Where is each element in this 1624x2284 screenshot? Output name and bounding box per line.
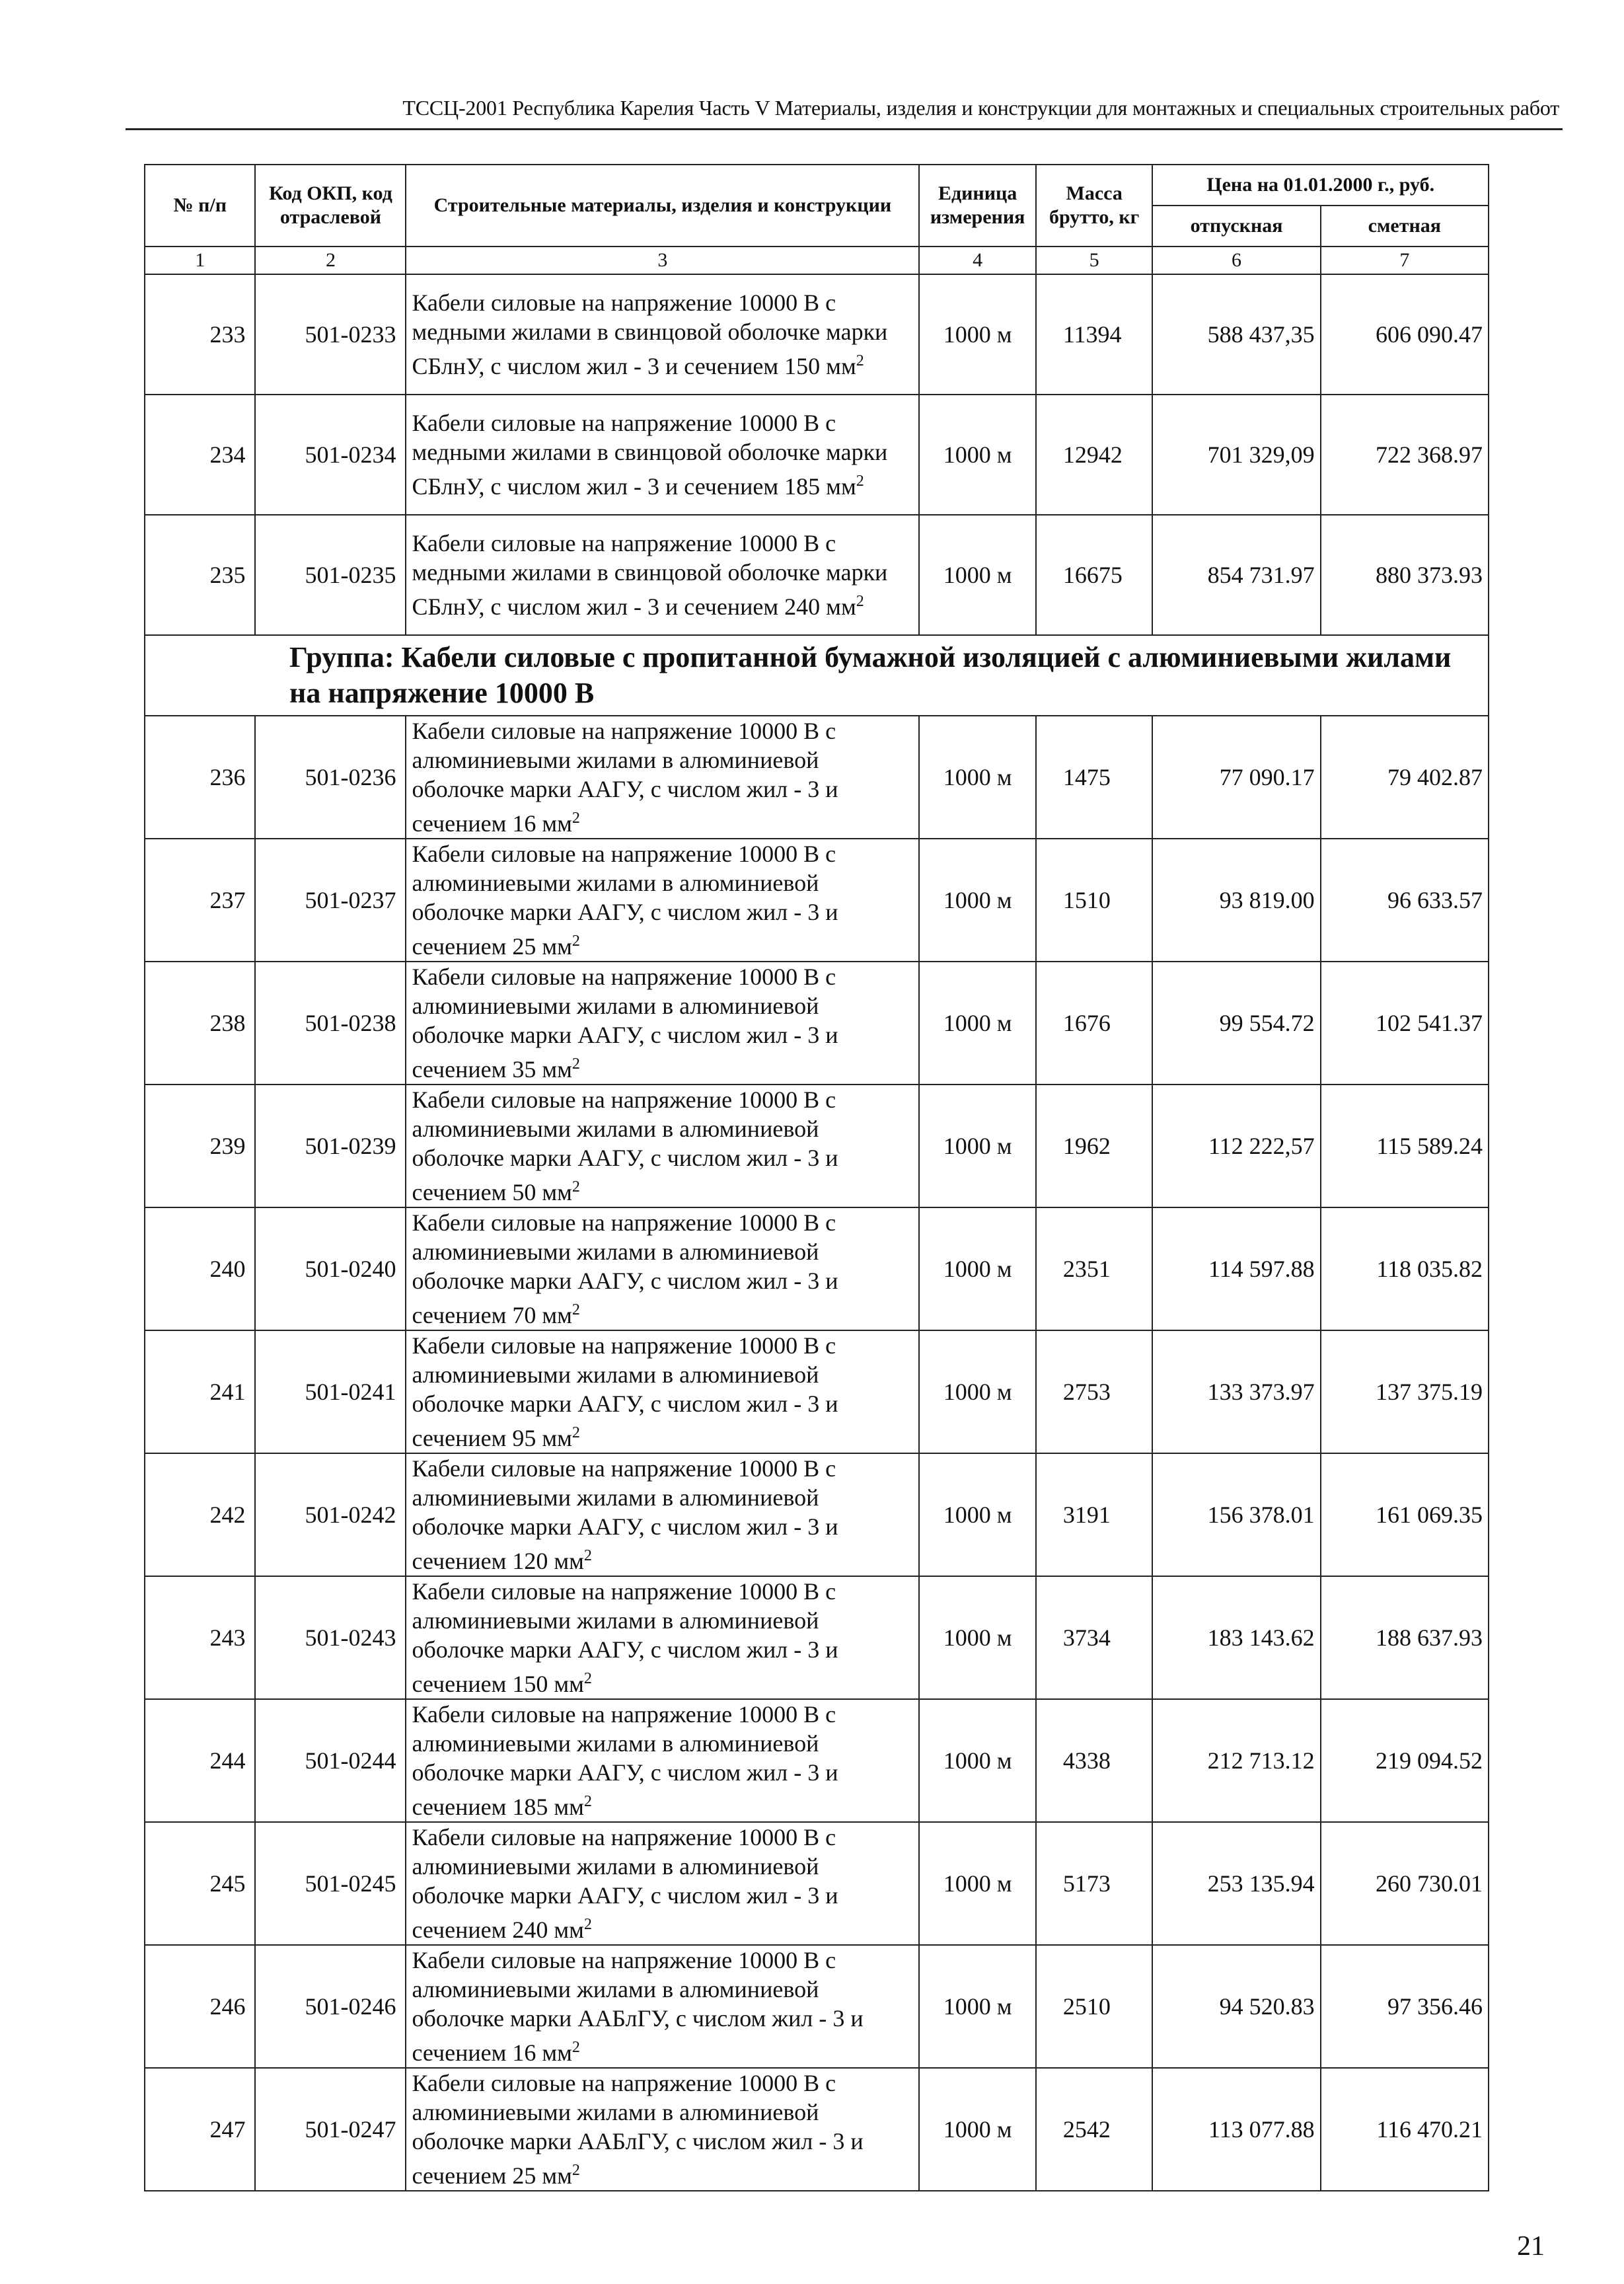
row-price-release: 77 090.17 (1152, 716, 1320, 839)
row-mass: 3734 (1036, 1576, 1153, 1699)
column-number: 5 (1036, 247, 1153, 274)
row-code: 501-0239 (255, 1085, 406, 1207)
row-price-release: 113 077.88 (1152, 2068, 1320, 2191)
row-description (406, 716, 919, 839)
row-unit: 1000 м (919, 395, 1036, 515)
row-price-release: 854 731.97 (1152, 515, 1320, 635)
row-description (406, 395, 919, 515)
row-price-estimate: 137 375.19 (1321, 1330, 1489, 1453)
unit-superscript: 2 (583, 1916, 592, 1933)
unit-superscript: 2 (572, 2039, 580, 2056)
row-price-release: 253 135.94 (1152, 1822, 1320, 1945)
row-mass: 1676 (1036, 962, 1153, 1085)
row-description (406, 1085, 919, 1207)
row-number: 245 (145, 1822, 255, 1945)
row-mass: 1510 (1036, 839, 1153, 962)
row-description-text: Кабели силовые на напряжение 10000 В с алюминиевыми жилами в алюминиевой оболочке марки ААГУ, с числом жил - 3 и сечением 150 мм (412, 1578, 838, 1697)
table-row (145, 1207, 1489, 1330)
row-number: 244 (145, 1699, 255, 1822)
row-code: 501-0247 (255, 2068, 406, 2191)
column-number: 3 (406, 247, 919, 274)
row-price-estimate: 188 637.93 (1321, 1576, 1489, 1699)
row-description-text: Кабели силовые на напряжение 10000 В с алюминиевыми жилами в алюминиевой оболочке марки ААБлГУ, с числом жил - 3 и сечением 16 мм (412, 1947, 864, 2066)
row-code: 501-0244 (255, 1699, 406, 1822)
row-description-text: Кабели силовые на напряжение 10000 В с алюминиевыми жилами в алюминиевой оболочке марки ААГУ, с числом жил - 3 и сечением 35 мм (412, 964, 838, 1083)
row-description-text: Кабели силовые на напряжение 10000 В с медными жилами в свинцовой оболочке марки СБлнУ, с числом жил - 3 и сечением 185 мм (412, 410, 888, 500)
row-number: 241 (145, 1330, 255, 1453)
row-description-text: Кабели силовые на напряжение 10000 В с алюминиевыми жилами в алюминиевой оболочке марки ААГУ, с числом жил - 3 и сечением 70 мм (412, 1209, 838, 1328)
row-number: 234 (145, 395, 255, 515)
row-price-estimate: 115 589.24 (1321, 1085, 1489, 1207)
row-code: 501-0241 (255, 1330, 406, 1453)
row-number: 238 (145, 962, 255, 1085)
unit-superscript: 2 (572, 933, 580, 950)
row-description (406, 839, 919, 962)
row-number: 235 (145, 515, 255, 635)
row-unit: 1000 м (919, 1822, 1036, 1945)
table-row (145, 716, 1489, 839)
table-row (145, 962, 1489, 1085)
row-mass: 2542 (1036, 2068, 1153, 2191)
page-header: ТССЦ-2001 Республика Карелия Часть V Материалы, изделия и конструкции для монтажных и специальных строительных работ (402, 96, 1559, 120)
column-number: 2 (255, 247, 406, 274)
table-row (145, 274, 1489, 395)
row-description-text: Кабели силовые на напряжение 10000 В с алюминиевыми жилами в алюминиевой оболочке марки ААГУ, с числом жил - 3 и сечением 50 мм (412, 1086, 838, 1205)
column-header-price-group: Цена на 01.01.2000 г., руб. (1152, 165, 1489, 206)
row-description-text: Кабели силовые на напряжение 10000 В с алюминиевыми жилами в алюминиевой оболочке марки ААГУ, с числом жил - 3 и сечением 240 мм (412, 1824, 838, 1943)
column-header-unit: Единица измерения (919, 165, 1036, 247)
table-row (145, 1945, 1489, 2068)
column-header-price-estimate: сметная (1321, 206, 1489, 247)
unit-superscript: 2 (572, 2162, 580, 2179)
row-price-release: 114 597.88 (1152, 1207, 1320, 1330)
row-price-estimate: 97 356.46 (1321, 1945, 1489, 2068)
row-unit: 1000 м (919, 1576, 1036, 1699)
column-header-num: № п/п (145, 165, 255, 247)
row-description-text: Кабели силовые на напряжение 10000 В с медными жилами в свинцовой оболочке марки СБлнУ, с числом жил - 3 и сечением 150 мм (412, 289, 888, 379)
row-price-estimate: 116 470.21 (1321, 2068, 1489, 2191)
table-row (145, 395, 1489, 515)
row-unit: 1000 м (919, 1699, 1036, 1822)
row-unit: 1000 м (919, 839, 1036, 962)
row-code: 501-0243 (255, 1576, 406, 1699)
row-number: 233 (145, 274, 255, 395)
row-mass: 4338 (1036, 1699, 1153, 1822)
row-unit: 1000 м (919, 1085, 1036, 1207)
unit-superscript: 2 (583, 1670, 592, 1687)
row-price-release: 112 222,57 (1152, 1085, 1320, 1207)
table-row (145, 1085, 1489, 1207)
row-price-estimate: 79 402.87 (1321, 716, 1489, 839)
row-number: 246 (145, 1945, 255, 2068)
column-header-code: Код ОКП, код отраслевой (255, 165, 406, 247)
row-unit: 1000 м (919, 2068, 1036, 2191)
row-mass: 1962 (1036, 1085, 1153, 1207)
page-number: 21 (1517, 2231, 1545, 2262)
table-row (145, 2068, 1489, 2191)
row-description-text: Кабели силовые на напряжение 10000 В с медными жилами в свинцовой оболочке марки СБлнУ, с числом жил - 3 и сечением 240 мм (412, 530, 888, 620)
row-description (406, 1822, 919, 1945)
row-mass: 2753 (1036, 1330, 1153, 1453)
table-row (145, 1822, 1489, 1945)
table-row (145, 515, 1489, 635)
row-description (406, 515, 919, 635)
row-code: 501-0233 (255, 274, 406, 395)
row-price-release: 588 437,35 (1152, 274, 1320, 395)
row-price-release: 93 819.00 (1152, 839, 1320, 962)
row-unit: 1000 м (919, 1330, 1036, 1453)
header-rule (126, 128, 1563, 130)
column-number: 6 (1152, 247, 1320, 274)
row-unit: 1000 м (919, 515, 1036, 635)
unit-superscript: 2 (572, 1424, 580, 1441)
unit-superscript: 2 (572, 1301, 580, 1318)
price-table (144, 164, 1489, 2191)
column-header-name: Строительные материалы, изделия и конструкции (406, 165, 919, 247)
row-price-estimate: 722 368.97 (1321, 395, 1489, 515)
row-description-text: Кабели силовые на напряжение 10000 В с алюминиевыми жилами в алюминиевой оболочке марки ААБлГУ, с числом жил - 3 и сечением 25 мм (412, 2070, 864, 2189)
row-price-release: 156 378.01 (1152, 1453, 1320, 1576)
unit-superscript: 2 (583, 1793, 592, 1810)
row-unit: 1000 м (919, 1207, 1036, 1330)
row-description-text: Кабели силовые на напряжение 10000 В с алюминиевыми жилами в алюминиевой оболочке марки ААГУ, с числом жил - 3 и сечением 25 мм (412, 841, 838, 960)
table-row (145, 1453, 1489, 1576)
row-unit: 1000 м (919, 1945, 1036, 2068)
row-description (406, 2068, 919, 2191)
table-row (145, 839, 1489, 962)
row-price-estimate: 102 541.37 (1321, 962, 1489, 1085)
row-unit: 1000 м (919, 962, 1036, 1085)
row-price-release: 99 554.72 (1152, 962, 1320, 1085)
row-price-estimate: 260 730.01 (1321, 1822, 1489, 1945)
group-row (145, 635, 1489, 716)
row-description-text: Кабели силовые на напряжение 10000 В с алюминиевыми жилами в алюминиевой оболочке марки ААГУ, с числом жил - 3 и сечением 16 мм (412, 718, 838, 837)
row-number: 239 (145, 1085, 255, 1207)
row-price-release: 133 373.97 (1152, 1330, 1320, 1453)
row-number: 242 (145, 1453, 255, 1576)
unit-superscript: 2 (583, 1547, 592, 1564)
row-description-text: Кабели силовые на напряжение 10000 В с алюминиевыми жилами в алюминиевой оболочке марки ААГУ, с числом жил - 3 и сечением 120 мм (412, 1455, 838, 1574)
unit-superscript: 2 (856, 593, 864, 610)
row-price-release: 701 329,09 (1152, 395, 1320, 515)
row-mass: 2510 (1036, 1945, 1153, 2068)
row-unit: 1000 м (919, 1453, 1036, 1576)
group-title: Кабели силовые с пропитанной бумажной изоляцией с алюминиевыми жилами на напряжение 10000 В (289, 641, 1452, 709)
row-code: 501-0234 (255, 395, 406, 515)
column-number: 7 (1321, 247, 1489, 274)
table-row (145, 1330, 1489, 1453)
column-number: 4 (919, 247, 1036, 274)
row-description-text: Кабели силовые на напряжение 10000 В с алюминиевыми жилами в алюминиевой оболочке марки ААГУ, с числом жил - 3 и сечением 95 мм (412, 1332, 838, 1451)
row-description (406, 1576, 919, 1699)
unit-superscript: 2 (572, 1055, 580, 1073)
row-code: 501-0240 (255, 1207, 406, 1330)
column-numbers-row (145, 247, 1489, 274)
row-number: 236 (145, 716, 255, 839)
column-number: 1 (145, 247, 255, 274)
row-number: 240 (145, 1207, 255, 1330)
row-mass: 12942 (1036, 395, 1153, 515)
group-label: Группа: (289, 641, 394, 673)
table-row (145, 1576, 1489, 1699)
column-header-price-release: отпускная (1152, 206, 1320, 247)
row-code: 501-0245 (255, 1822, 406, 1945)
row-description (406, 274, 919, 395)
row-code: 501-0242 (255, 1453, 406, 1576)
row-price-release: 212 713.12 (1152, 1699, 1320, 1822)
row-description (406, 1945, 919, 2068)
row-description (406, 1699, 919, 1822)
row-price-estimate: 118 035.82 (1321, 1207, 1489, 1330)
row-code: 501-0238 (255, 962, 406, 1085)
row-mass: 16675 (1036, 515, 1153, 635)
row-price-estimate: 161 069.35 (1321, 1453, 1489, 1576)
row-number: 237 (145, 839, 255, 962)
row-price-estimate: 606 090.47 (1321, 274, 1489, 395)
row-code: 501-0237 (255, 839, 406, 962)
row-description (406, 1453, 919, 1576)
unit-superscript: 2 (856, 352, 864, 369)
row-price-estimate: 96 633.57 (1321, 839, 1489, 962)
row-unit: 1000 м (919, 274, 1036, 395)
row-number: 243 (145, 1576, 255, 1699)
unit-superscript: 2 (572, 810, 580, 827)
row-mass: 3191 (1036, 1453, 1153, 1576)
row-description (406, 1330, 919, 1453)
table-header-row (145, 165, 1489, 206)
row-description (406, 1207, 919, 1330)
row-code: 501-0235 (255, 515, 406, 635)
unit-superscript: 2 (572, 1178, 580, 1196)
row-price-estimate: 219 094.52 (1321, 1699, 1489, 1822)
row-mass: 5173 (1036, 1822, 1153, 1945)
group-heading (145, 635, 1489, 716)
row-code: 501-0236 (255, 716, 406, 839)
row-description-text: Кабели силовые на напряжение 10000 В с алюминиевыми жилами в алюминиевой оболочке марки ААГУ, с числом жил - 3 и сечением 185 мм (412, 1701, 838, 1820)
unit-superscript: 2 (856, 473, 864, 490)
row-price-estimate: 880 373.93 (1321, 515, 1489, 635)
row-number: 247 (145, 2068, 255, 2191)
row-price-release: 94 520.83 (1152, 1945, 1320, 2068)
column-header-mass: Масса брутто, кг (1036, 165, 1153, 247)
row-description (406, 962, 919, 1085)
row-mass: 11394 (1036, 274, 1153, 395)
row-price-release: 183 143.62 (1152, 1576, 1320, 1699)
row-unit: 1000 м (919, 716, 1036, 839)
row-mass: 2351 (1036, 1207, 1153, 1330)
table-row (145, 1699, 1489, 1822)
row-mass: 1475 (1036, 716, 1153, 839)
row-code: 501-0246 (255, 1945, 406, 2068)
